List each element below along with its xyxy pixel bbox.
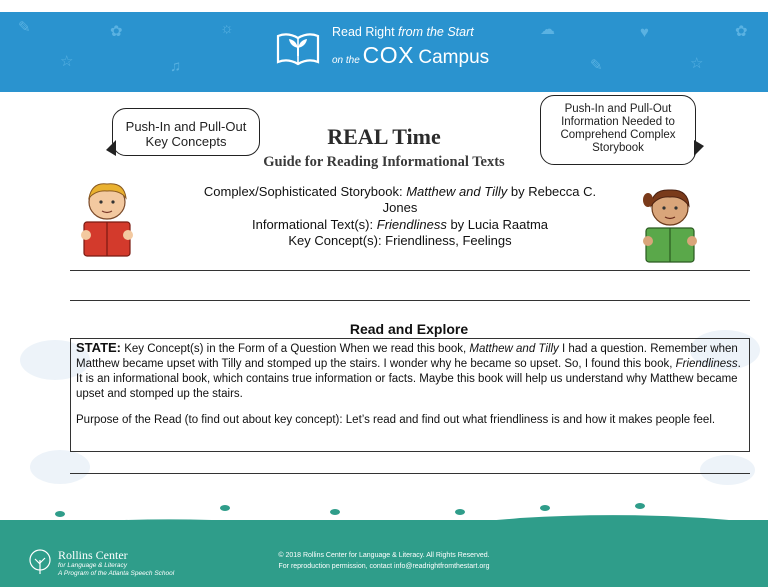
purpose-paragraph: Purpose of the Read (to find out about key concept): Let’s read and find out what friendliness is and how it makes people feel. <box>76 414 716 426</box>
divider-line <box>70 270 750 271</box>
key-concepts-line: Key Concept(s): Friendliness, Feelings <box>288 233 512 248</box>
brand-tagline: Read Right from the Start <box>332 25 474 39</box>
copyright-line: © 2018 Rollins Center for Language & Literacy. All Rights Reserved. <box>278 552 490 559</box>
divider-line <box>70 473 750 474</box>
storybook-author-line: Jones <box>382 200 418 215</box>
brand-logo <box>276 22 516 82</box>
speech-bubble-information: Push-In and Pull-Out Information Needed to Comprehend Complex Storybook <box>540 95 696 165</box>
state-box <box>70 338 750 452</box>
section-title: Read and Explore <box>349 321 469 337</box>
brand-name: on the COX Campus <box>332 42 490 68</box>
speech-bubble-key-concepts: Push-In and Pull-Out Key Concepts <box>112 108 260 156</box>
boy-reading-illustration <box>76 180 138 260</box>
informational-text-line: Informational Text(s): Friendliness by Lucia Raatma <box>251 217 549 232</box>
decorative-cloud <box>700 455 755 485</box>
copyright-text <box>0 550 768 572</box>
open-book-sprout-icon <box>276 28 320 68</box>
org-subtitle: for Language & Literacy A Program of the Atlanta Speech School <box>58 562 175 577</box>
divider-line <box>70 300 750 301</box>
page-subtitle: Guide for Reading Informational Texts <box>263 154 505 170</box>
page-title: REAL Time <box>327 124 441 149</box>
decorative-cloud <box>30 450 90 484</box>
girl-reading-illustration <box>636 186 704 266</box>
org-name: Rollins Center <box>58 548 128 562</box>
state-paragraph: STATE: Key Concept(s) in the Form of a Question When we read this book, Matthew and Tilly I had a question. Remember when Matthew became upset with Tilly and stomped up the stairs. I wonder why he became so upset. So, I found this book, Friendliness. It is an informational book, which contains true information or facts. Maybe this book will help us understand why Matthew became upset and stomped up the stairs. <box>76 340 741 400</box>
storybook-line: Complex/Sophisticated Storybook: Matthew and Tilly by Rebecca C. <box>203 184 597 199</box>
permission-line: For reproduction permission, contact info@readrightfromthestart.org <box>278 563 490 570</box>
header-banner: ✎ ☆ ✿ ♫ ☼ ☁ ✎ ♥ ☆ ✿ Read Right from the Start on the COX Campus <box>0 12 768 92</box>
